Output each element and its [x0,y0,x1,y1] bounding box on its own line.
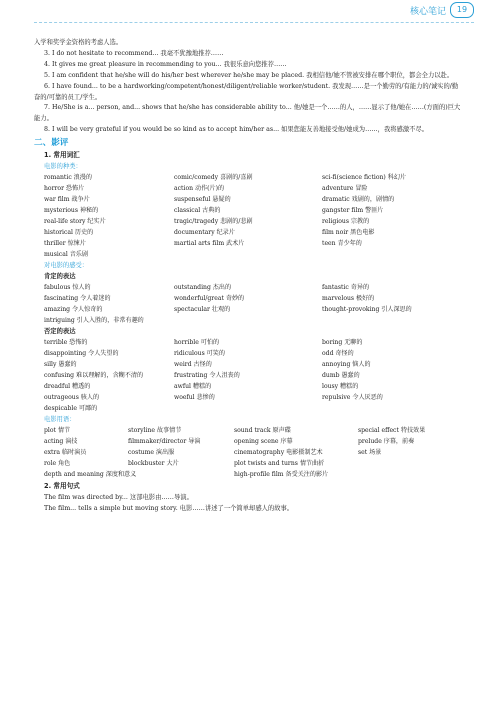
vocab-item [174,403,322,414]
vocab-item: outrageous 骇人的 [44,394,100,402]
vocab-item: outstanding 杰出的 [174,284,232,292]
intro-item: 7. He/She is a... person, and... shows that he/she has considerable ability to... 他/她是一个……的人，……显示了他/她在……(方面的)巨大能力。 [34,104,461,123]
intro-item: 4. It gives me great pleasure in recommending to you... 我很乐意向您推荐…… [44,60,287,68]
vocab-item [358,469,458,480]
vocab-item: frustrating 令人沮丧的 [174,372,240,380]
vocab-item [128,469,234,480]
vocab-item: depth and meaning 深度和意义 [44,471,137,479]
vocab-item: opening scene 序幕 [234,438,293,446]
vocab-item: dumb 愚蠢的 [322,372,360,380]
sentence-pattern: The film was directed by... 这部电影由……导演。 [44,494,193,502]
subsection-title: 1. 常用词汇 [44,151,80,160]
vocab-item: martial arts film 武术片 [174,240,245,248]
vocab-item: wonderful/great 奇妙的 [174,295,245,303]
vocab-item: awful 糟糕的 [174,383,212,391]
intro-continuation: 入学和奖学金资格的考虑人选。 [34,39,123,46]
vocab-item: filmmaker/director 导演 [128,438,201,446]
vocab-item [358,458,458,469]
vocab-item [322,403,462,414]
vocab-item: suspenseful 悬疑的 [174,196,231,204]
vocab-item: despicable 可鄙的 [44,405,98,413]
vocab-item: romantic 浪漫的 [44,174,92,182]
page-content [34,38,464,514]
subsection-title: 2. 常用句式 [44,482,80,491]
vocab-item: thought-provoking 引人深思的 [322,306,412,314]
vocab-item: special effect 特技效果 [358,427,426,435]
vocab-item: intriguing 引人入胜的，非常有趣的 [44,317,144,325]
vocab-item: real-life story 纪实片 [44,218,106,226]
vocab-item: disappointing 令人失望的 [44,350,119,358]
vocab-item: dramatic 戏剧的，剧情的 [322,196,395,204]
vocab-item [322,249,462,260]
intro-item: 6. I have found... to be a hardworking/competent/honest/diligent/reliable worker/student. 我发现……是一个勤劳的/有能力的/诚实的/勤奋的/可靠的员工/学生。 [34,82,459,101]
vocab-item: terrible 恐怖的 [44,339,88,347]
vocab-item: documentary 纪录片 [174,229,235,237]
vocab-item: weird 古怪的 [174,361,212,369]
vocab-item: religious 宗教的 [322,218,370,226]
vocab-item: mysterious 神秘的 [44,207,99,215]
vocab-item: historical 历史的 [44,229,94,237]
vocab-item: fascinating 令人着迷的 [44,295,111,303]
vocab-item: teen 青少年的 [322,240,362,248]
header-divider [34,22,474,23]
vocab-item: acting 演技 [44,438,78,446]
terms-list [44,425,464,480]
vocab-item: repulsive 令人厌恶的 [322,394,383,402]
vocab-item: extra 临时演员 [44,449,87,457]
vocab-item: fantastic 奇异的 [322,284,370,292]
vocab-item: thriller 惊悚片 [44,240,86,248]
vocab-item: annoying 恼人的 [322,361,371,369]
vocab-item: gangster film 警匪片 [322,207,384,215]
sentence-pattern: The film... tells a simple but moving story. 电影……讲述了一个简单却感人的故事。 [44,505,294,513]
vocab-item: film noir 黑色电影 [322,229,375,237]
vocab-item: prelude 序幕，前奏 [358,438,415,446]
vocab-item: amazing 令人惊奇的 [44,306,103,314]
vocab-item: plot twists and turns 情节曲折 [234,460,325,468]
vocab-item: comic/comedy 喜剧的/喜剧 [174,174,253,182]
positive-heading: 肯定的表达 [44,273,76,281]
section-title: 二、影评 [34,138,69,149]
vocab-item: boring 无聊的 [322,339,363,347]
negative-heading: 否定的表达 [44,328,76,336]
intro-item: 5. I am confident that he/she will do his/her best wherever he/she may be placed. 我相信他/她不管被安排在哪个职位，都会全力以赴。 [44,71,454,79]
positive-list [44,282,464,326]
vocab-item: musical 音乐剧 [44,251,88,259]
vocab-item: horror 恐怖片 [44,185,85,193]
vocab-item: sound track 原声碟 [234,427,291,435]
genre-list [44,172,464,260]
vocab-item [174,315,322,326]
vocab-item: horrible 可怕的 [174,339,220,347]
vocab-item: confusing 难以理解的，含糊不清的 [44,372,144,380]
vocab-item: fabulous 惊人的 [44,284,91,292]
vocab-item: adventure 冒险 [322,185,368,193]
vocab-item [174,249,322,260]
vocab-item: dreadful 糟透的 [44,383,91,391]
vocab-item: spectacular 壮观的 [174,306,231,314]
vocab-item: high-profile film 备受关注的影片 [234,471,329,479]
vocab-item: lousy 糟糕的 [322,383,359,391]
vocab-item: blockbuster 大片 [128,460,179,468]
genre-heading: 电影的种类： [44,163,82,171]
terms-heading: 电影用语： [44,416,76,424]
page-number: 19 [450,2,474,18]
vocab-item: storyline 故事情节 [128,427,182,435]
vocab-item [322,315,462,326]
vocab-item: plot 情节 [44,427,71,435]
vocab-item: odd 奇怪的 [322,350,354,358]
vocab-item: role 角色 [44,460,71,468]
vocab-item: ridiculous 可笑的 [174,350,225,358]
vocab-item: silly 愚蠢的 [44,361,77,369]
vocab-item: cinematography 电影摄制艺术 [234,449,323,457]
intro-item: 8. I will be very grateful if you would be so kind as to accept him/her as... 如果您能友善地接受他/她成为……，我将感激不尽。 [44,126,429,134]
vocab-item: marvelous 极好的 [322,295,375,303]
header-note: 核心笔记 [409,7,446,17]
negative-list [44,337,464,414]
vocab-item: costume 演出服 [128,449,175,457]
vocab-item: sci-fi(science fiction) 科幻片 [322,174,407,182]
vocab-item: classical 古典的 [174,207,221,215]
vocab-item: set 场景 [358,449,382,457]
vocab-item: action 动作(片)的 [174,185,225,193]
feelings-heading: 对电影的感受： [44,262,89,270]
vocab-item: woeful 悲惨的 [174,394,215,402]
vocab-item: war film 战争片 [44,196,90,204]
vocab-item: tragic/tragedy 悲剧的/悲剧 [174,218,253,226]
intro-item: 3. I do not hesitate to recommend... 我毫不犹豫地推荐…… [44,49,224,57]
